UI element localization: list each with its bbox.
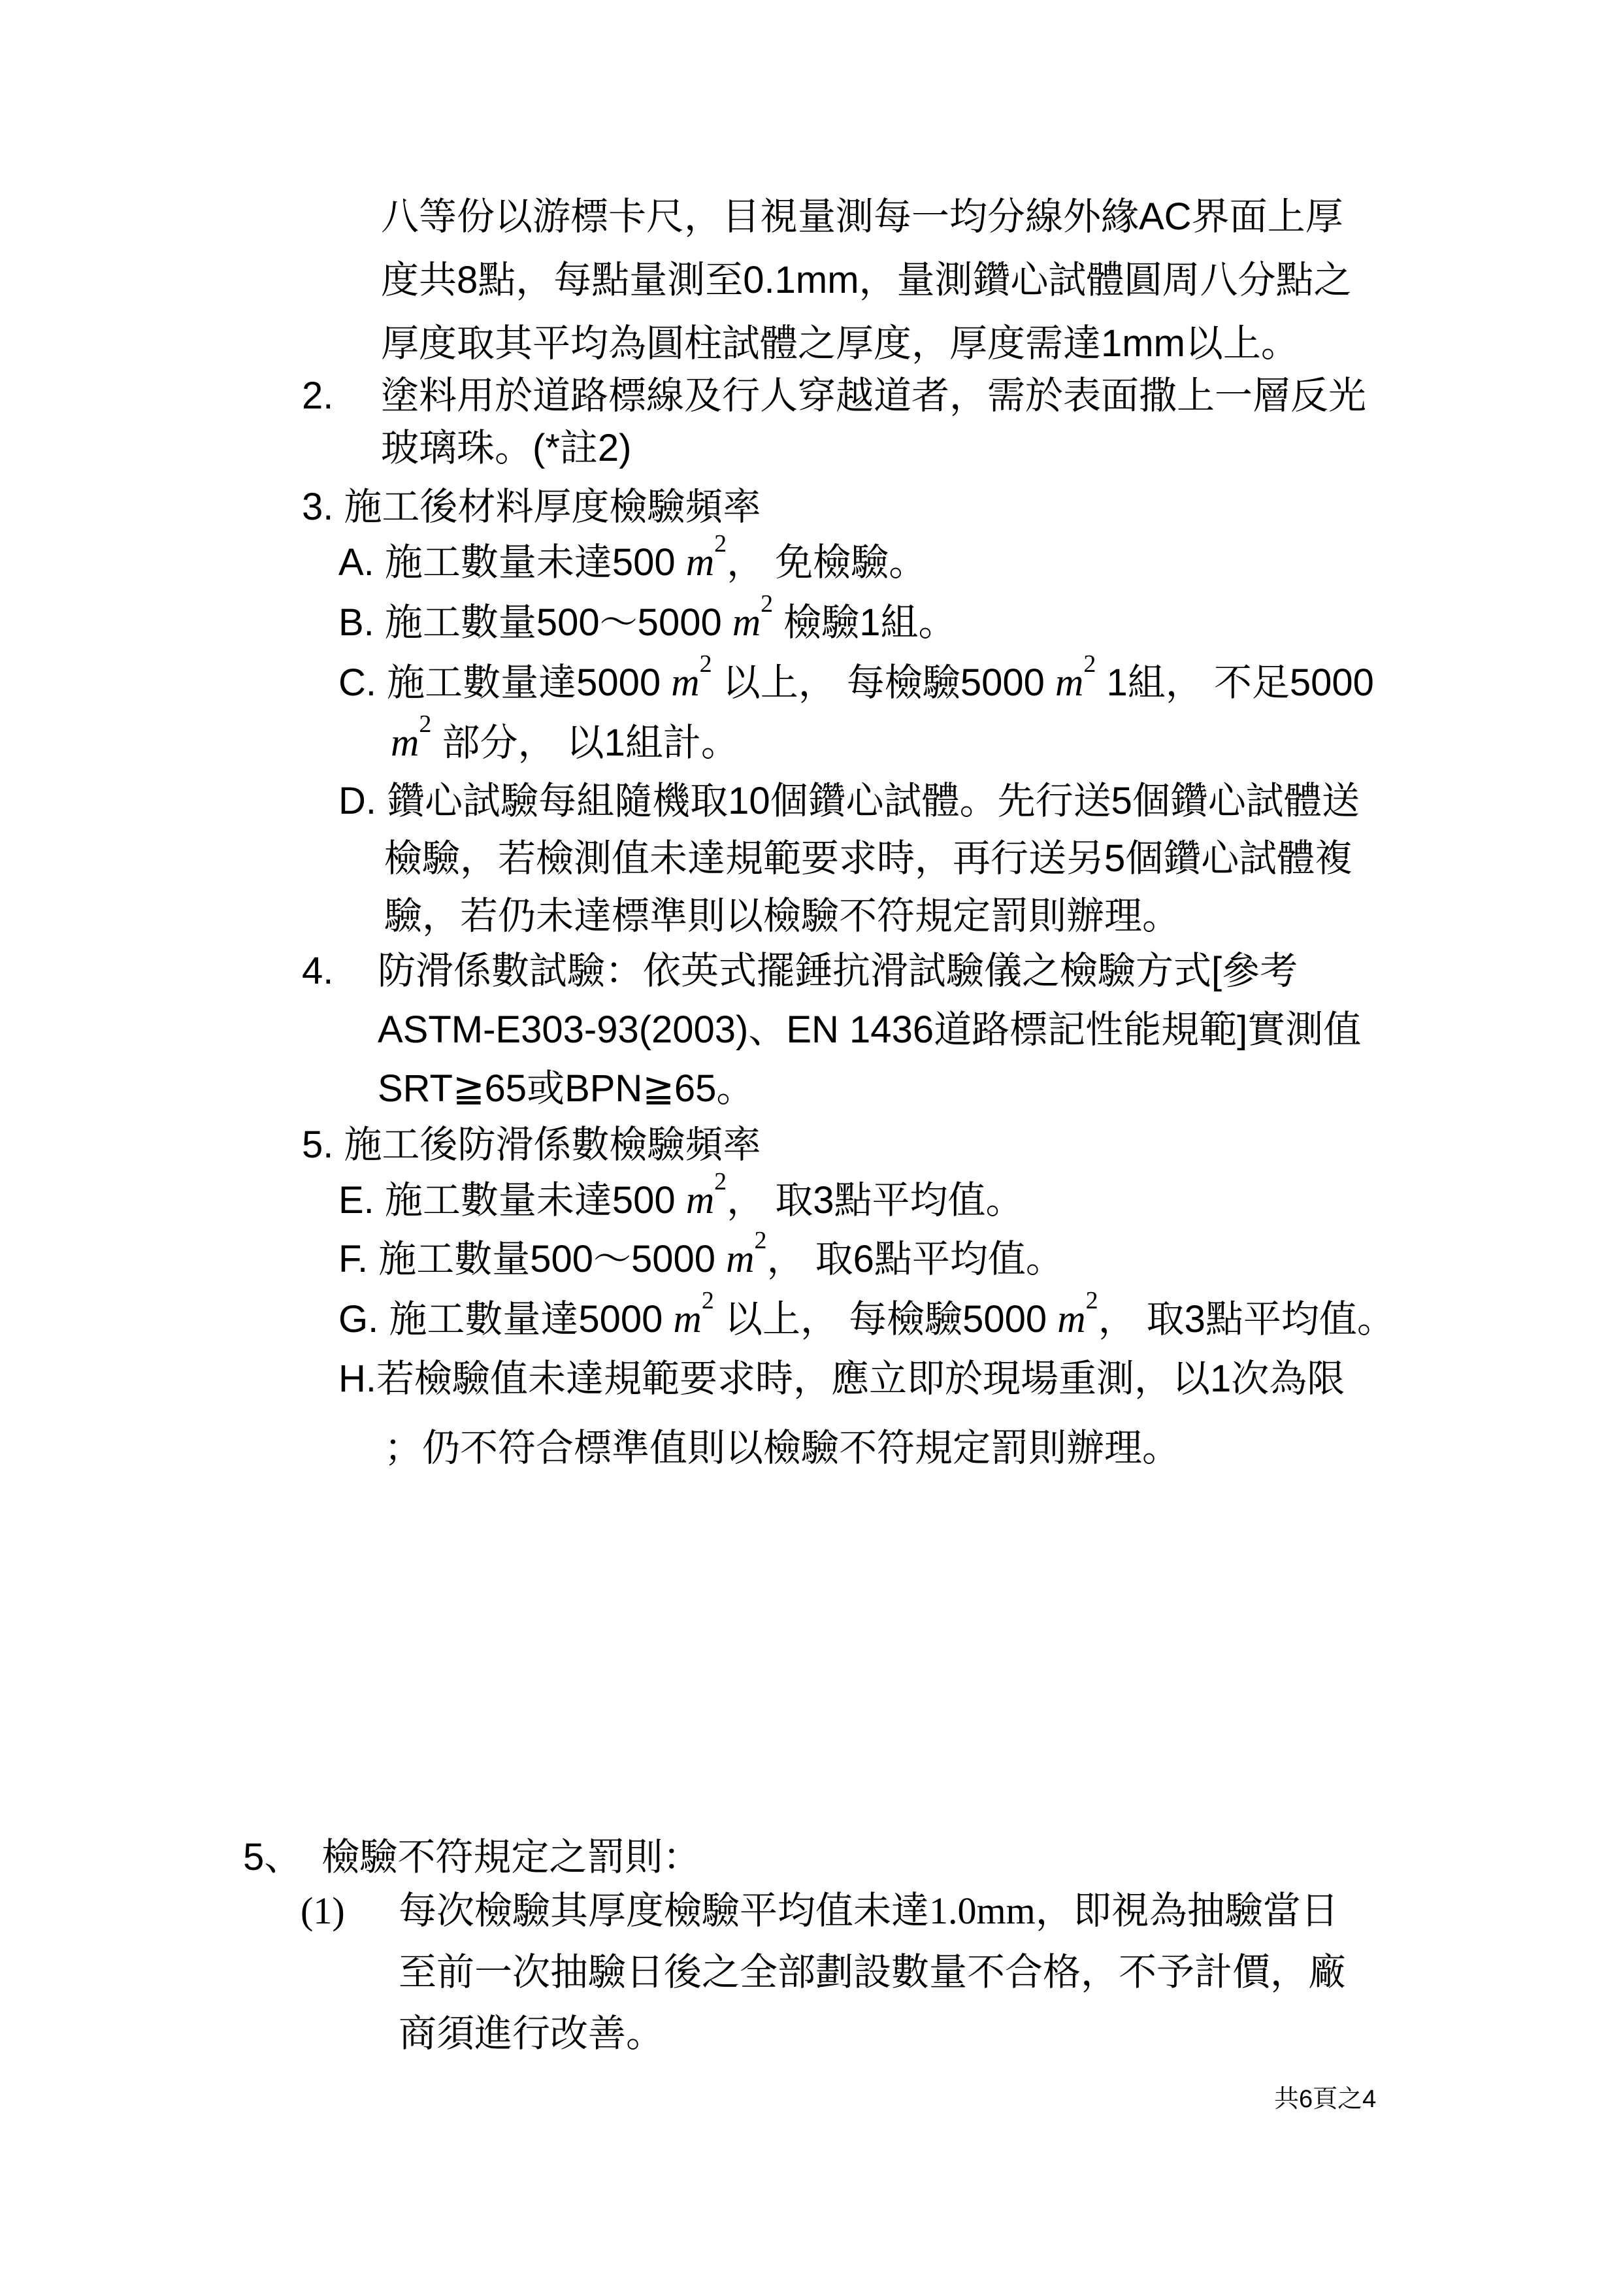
item3-heading: 3. 施工後材料厚度檢驗頻率 — [302, 486, 761, 528]
item5-h-line1: H.若檢驗值未達規範要求時，應立即於現場重測，以1次為限 — [338, 1357, 1345, 1400]
item5-g-text-mid: 以上， 每檢驗5000 — [713, 1298, 1058, 1340]
item5-e-text-end: ， 取3點平均值。 — [727, 1179, 1024, 1222]
section5-sub1-line2: 至前一次抽驗日後之全部劃設數量不合格，不予計價，廠 — [399, 1951, 1347, 1993]
section5-sub1-line3: 商須進行改善。 — [399, 2012, 664, 2055]
section5-title: 檢驗不符規定之罰則： — [321, 1836, 701, 1878]
square-meter-unit: $m^2$ — [685, 529, 727, 584]
item1-continuation-line2: 度共8點，每點量測至0.1mm，量測鑽心試體圓周八分點之 — [381, 259, 1352, 301]
section5-heading — [243, 1834, 700, 1881]
item5-e-line — [338, 1167, 1024, 1224]
item1-continuation-line1: 八等份以游標卡尺，目視量測每一均分線外緣AC界面上厚 — [381, 195, 1343, 238]
section5-number: 5、 — [243, 1836, 303, 1878]
square-meter-unit: $m^2$ — [673, 1286, 714, 1340]
square-meter-unit: $m^2$ — [1057, 1286, 1098, 1340]
item5-e-text: E. 施工數量未達500 — [338, 1179, 686, 1222]
item3-c-text-mid: 以上， 每檢驗5000 — [712, 661, 1055, 704]
item3-a-text: A. 施工數量未達500 — [338, 541, 686, 584]
item5-h-line2: ；仍不符合標準值則以檢驗不符規定罰則辦理。 — [384, 1427, 1181, 1469]
item4-line3: SRT≧65或BPN≧65。 — [378, 1067, 755, 1110]
square-meter-unit: $m^2$ — [671, 650, 712, 704]
item2-line2: 玻璃珠。(*註2) — [381, 427, 632, 469]
item1-continuation-line3: 厚度取其平均為圓柱試體之厚度，厚度需達1mm以上。 — [381, 322, 1299, 365]
item3-d-line1: D. 鑽心試驗每組隨機取10個鑽心試體。先行送5個鑽心試體送 — [338, 780, 1360, 822]
square-meter-unit: $m^2$ — [726, 1226, 767, 1280]
page-number: 共6頁之4 — [1274, 2086, 1377, 2113]
item3-b-line — [338, 590, 957, 646]
item5-f-text: F. 施工數量500～5000 — [338, 1238, 727, 1280]
item4-line1: 防滑係數試驗：依英式擺錘抗滑試驗儀之檢驗方式[參考 — [378, 950, 1298, 992]
item3-c-line2 — [391, 710, 739, 767]
item3-c-line2-text: 部分， 以1組計。 — [431, 722, 739, 764]
item5-f-line — [338, 1226, 1064, 1283]
section5-sub1-number: (1) — [301, 1889, 345, 1932]
item5-f-text-end: ， 取6點平均值。 — [766, 1238, 1064, 1280]
item3-c-text: C. 施工數量達5000 — [338, 661, 672, 704]
item5-heading: 5. 施工後防滑係數檢驗頻率 — [302, 1123, 761, 1166]
square-meter-unit: $m^2$ — [685, 1167, 727, 1222]
section5-sub1-line1: 每次檢驗其厚度檢驗平均值未達1.0mm，即視為抽驗當日 — [399, 1889, 1339, 1932]
item2-line1: 塗料用於道路標線及行人穿越道者，需於表面撒上一層反光 — [381, 374, 1367, 417]
item4-line2: ASTM-E303-93(2003)、EN 1436道路標記性能規範]實測值 — [378, 1008, 1362, 1051]
item2-number: 2. — [302, 374, 334, 417]
item3-d-line3: 驗，若仍未達標準則以檢驗不符規定罰則辦理。 — [384, 895, 1181, 937]
thickness-value: 1.0mm — [929, 1889, 1036, 1932]
item5-g-text: G. 施工數量達5000 — [338, 1298, 674, 1340]
item4-number: 4. — [302, 950, 334, 992]
item3-b-text-end: 檢驗1組。 — [773, 601, 957, 644]
item3-c-line1 — [338, 650, 1374, 707]
item5-g-line — [338, 1286, 1395, 1343]
item3-a-text-end: ， 免檢驗。 — [727, 541, 927, 584]
square-meter-unit: $m^2$ — [391, 710, 432, 764]
square-meter-unit: $m^2$ — [1055, 650, 1096, 704]
item3-b-text: B. 施工數量500～5000 — [338, 601, 732, 644]
item3-c-text-end: 1組， 不足5000 — [1096, 661, 1374, 704]
square-meter-unit: $m^2$ — [732, 590, 774, 644]
item3-d-line2: 檢驗，若檢測值未達規範要求時，再行送另5個鑽心試體複 — [384, 837, 1353, 880]
item3-a-line — [338, 529, 927, 586]
item5-g-text-end: ， 取3點平均值。 — [1098, 1298, 1395, 1340]
